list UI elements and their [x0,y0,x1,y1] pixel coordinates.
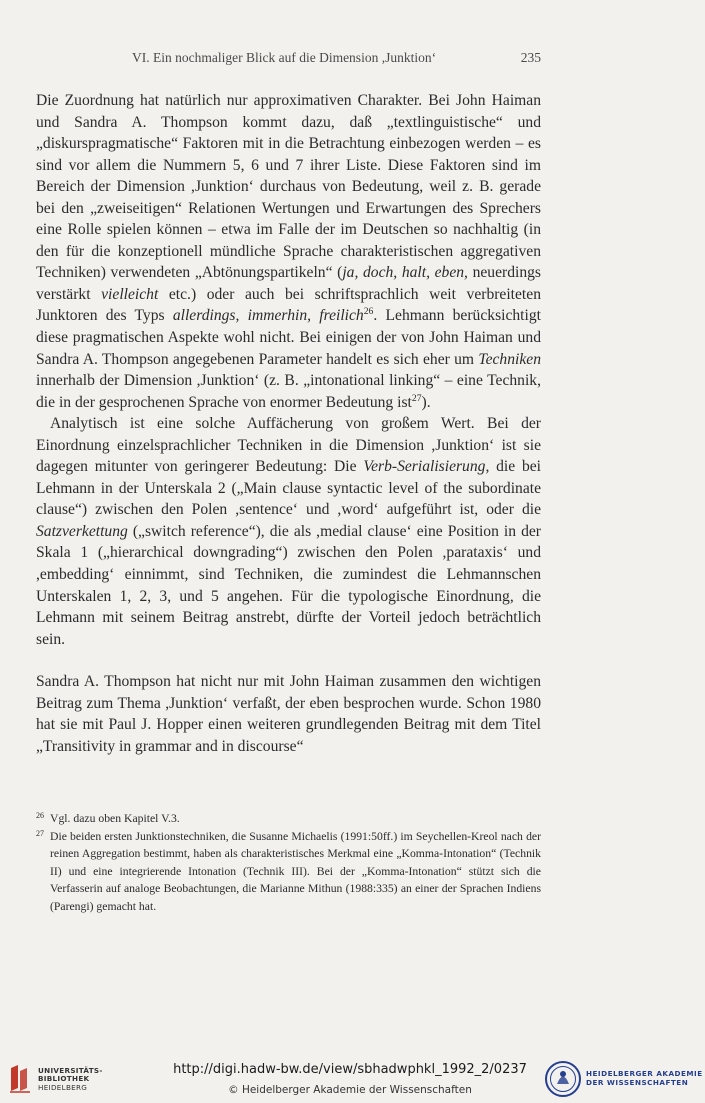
library-emblem-icon [8,1062,34,1094]
text-run: innerhalb der Dimension ,Junktion‘ (z. B. „intonational linking“ – eine Technik, die in der gesprochenen Sprache von enormer Bedeutung ist [36,372,541,411]
italic-term: allerdings, immerhin, freilich [172,307,364,325]
academy-logo-text: HEIDELBERGER AKADEMIE DER WISSENSCHAFTEN [586,1069,703,1087]
text-run: ). [421,393,431,411]
italic-term: ja, doch, halt, eben, [342,264,468,282]
italic-term: Techniken [478,350,541,368]
page-number: 235 [520,50,541,65]
italic-term: Satzverkettung [36,522,128,540]
text-run: . Lehmann berücksichtigt diese pragmatischen Aspekte wohl nicht. Bei einigen der von John Haiman und Sandra A. Thompson angegebenen Parameter handelt es sich eher um [36,307,541,368]
footnote [36,810,541,828]
footnote-mark: 26 [36,811,44,820]
academy-seal-icon [544,1060,582,1098]
italic-term: vielleicht [101,285,159,303]
running-head-title: VI. Ein nochmaliger Blick auf die Dimension ,Junktion‘ [132,50,437,65]
running-head [36,50,541,70]
paragraph [36,671,541,757]
library-logo-text: UNIVERSITÄTS- BIBLIOTHEK HEIDELBERG [38,1066,103,1092]
footer [0,1054,705,1103]
footnote [36,828,541,916]
text-run: („switch reference“), die als ,medial clause‘ eine Position in der Skala 1 („hierarchical downgrading“) zwischen den Polen ,parataxis‘ und ,embedding‘ einnimmt, sind Techniken, die zumindest die Lehmannschen Unterskalen 1, 2, 3, und 5 angehen. Für die typologische Einordnung, die Lehmann mit seinem Beitrag anstrebt, dürfte der Vorteil jedoch beträchtlich sein. [36,522,541,648]
digital-object-link[interactable]: http://digi.hadw-bw.de/view/sbhadwphkl_1992_2/0237 [173,1062,527,1077]
footnote-text: Die beiden ersten Junktionstechniken, die Susanne Michaelis (1991:50ff.) im Seychellen-Kreol nach der reinen Aggregation bestimmt, haben als charakteristisches Merkmal eine „Komma-Intonation“ (Technik II) und eine integrierende Intonation (Technik III). Bei der „Komma-Intonation“ stützt sich die Verfasserin auf analoge Beobachtungen, die Marianne Mithun (1988:335) an einer der Sprachen Indiens (Parengi) gemacht hat. [50,829,541,913]
italic-term: Verb-Serialisierung [363,458,486,476]
footnote-reference[interactable]: 27 [411,392,422,404]
body-text [36,90,541,757]
footnote-reference[interactable]: 26 [363,306,374,318]
paragraph [36,413,541,650]
footnotes [36,810,541,916]
text-run: Die Zuordnung hat natürlich nur approximativen Charakter. Bei John Haiman und Sandra A. Thompson kommt dazu, daß „textlinguistische“ und „diskurspragmatische“ Faktoren mit in die Betrachtung einbezogen werden – es sind vor allem die Nummern 5, 6 und 7 ihrer Liste. Diese Faktoren sind im Bereich der Dimension ,Junktion‘ durchaus von Bedeutung, weil z. B. gerade bei den „zweiseitigen“ Relationen Wertungen und Erwartungen des Sprechers eine Rolle spielen können – etwa im Falle der im Deutschen so nachhaltig (in den für die konzeptionell mündliche Sprache charakteristischen aggregativen Techniken) verwendeten „Abtönungspartikeln“ ( [36,92,541,282]
footnote-text: Vgl. dazu oben Kapitel V.3. [50,812,180,825]
footnote-mark: 27 [36,828,44,838]
academy-logo[interactable] [544,1060,704,1098]
text-run: Analytisch ist eine solche Auffächerung von großem Wert. Bei der Einordnung einzelsprachlicher Techniken in die Dimension ,Junktion‘ ist sie dagegen mitunter von geringerer Bedeutung: Die [36,415,541,476]
copyright-notice: © Heidelberger Akademie der Wissenschaften [228,1084,472,1096]
text-run: , die bei Lehmann in der Unterskala 2 („Main clause syntactic level of the subordinate clause“) zwischen den Polen ,sentence‘ und ,word‘ aufgeführt ist, oder die [36,458,542,519]
text-run: Sandra A. Thompson hat nicht nur mit John Haiman zusammen den wichtigen Beitrag zum Thema ,Junktion‘ verfaßt, der eben besprochen wurde. Schon 1980 hat sie mit Paul J. Hopper einen weiteren grundlegenden Beitrag mit dem Titel „Transitivity in grammar and in discourse“ [36,673,541,755]
text-run: etc.) oder auch bei schriftsprachlich weit verbreiteten Junktoren des Typs [36,285,541,325]
university-library-logo[interactable] [8,1062,118,1094]
paragraph [36,90,541,413]
text-run: neuerdings verstärkt [36,264,541,303]
